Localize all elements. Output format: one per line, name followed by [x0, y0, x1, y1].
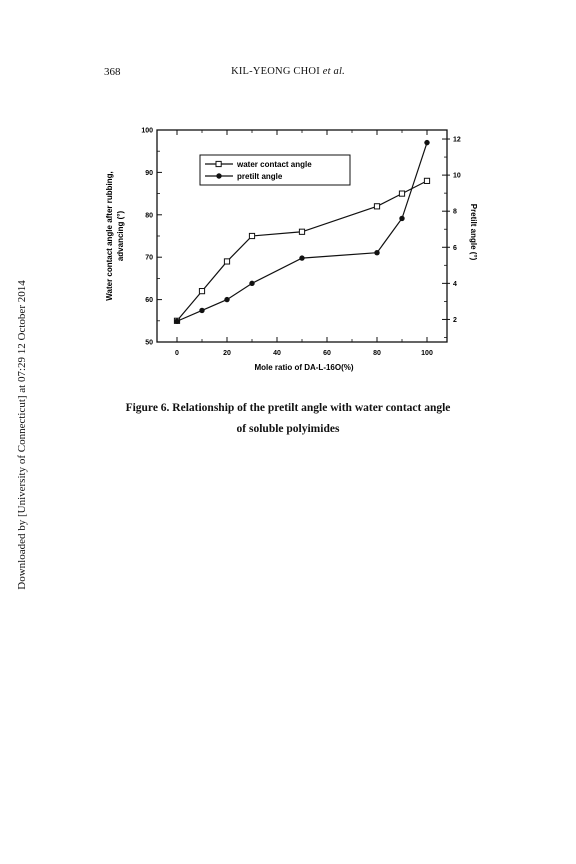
x-tick-label: 100	[421, 350, 433, 357]
running-head-author: KIL-YEONG CHOI	[231, 66, 320, 77]
data-point-square	[424, 178, 429, 183]
data-point-circle	[424, 140, 429, 145]
y-left-tick-label: 90	[145, 169, 153, 177]
data-point-circle	[299, 255, 304, 260]
page-number: 368	[104, 66, 121, 78]
y-left-tick-label: 100	[141, 127, 153, 135]
legend-marker-square	[216, 161, 221, 166]
y-left-axis-label-line2: advancing (°)	[116, 210, 125, 262]
figure-caption-line-2: of soluble polyimides	[236, 423, 340, 435]
data-point-circle	[224, 297, 229, 302]
y-right-tick-label: 10	[453, 172, 461, 180]
legend-marker-circle	[216, 173, 221, 178]
y-left-tick-label: 70	[145, 254, 153, 262]
data-point-circle	[374, 250, 379, 255]
legend-label: water contact angle	[237, 160, 312, 169]
series-line-water-contact-angle	[177, 181, 427, 321]
x-tick-label: 80	[373, 350, 381, 357]
data-point-circle	[249, 281, 254, 286]
y-right-tick-label: 8	[453, 208, 457, 216]
y-right-tick-label: 6	[453, 244, 457, 252]
legend-label: pretilt angle	[237, 172, 283, 181]
y-right-axis-label: Pretilt angle (°)	[469, 203, 478, 261]
y-right-tick-label: 4	[453, 280, 457, 288]
y-left-axis-label-line1: Water contact angle after rubbing,	[105, 171, 114, 301]
x-tick-label: 60	[323, 350, 331, 357]
x-tick-label: 40	[273, 350, 281, 357]
data-point-square	[224, 259, 229, 264]
y-right-tick-label: 2	[453, 316, 457, 324]
y-left-tick-label: 50	[145, 339, 153, 347]
data-point-square	[399, 191, 404, 196]
data-point-square	[249, 233, 254, 238]
data-point-square	[374, 204, 379, 209]
running-head-etal: et al.	[322, 66, 345, 77]
y-left-tick-label: 80	[145, 212, 153, 220]
data-point-circle	[399, 216, 404, 221]
download-side-note: Downloaded by [University of Connecticut] at 07:29 12 October 2014	[16, 280, 28, 590]
data-point-square	[299, 229, 304, 234]
y-right-tick-label: 12	[453, 136, 461, 144]
data-point-circle	[174, 319, 179, 324]
figure-caption-line-1: Figure 6. Relationship of the pretilt angle with water contact angle	[125, 402, 451, 414]
x-axis-label: Mole ratio of DA-L-16O(%)	[254, 363, 354, 372]
x-tick-label: 0	[175, 350, 179, 357]
data-point-square	[199, 289, 204, 294]
x-tick-label: 20	[223, 350, 231, 357]
y-left-tick-label: 60	[145, 297, 153, 305]
data-point-circle	[199, 308, 204, 313]
